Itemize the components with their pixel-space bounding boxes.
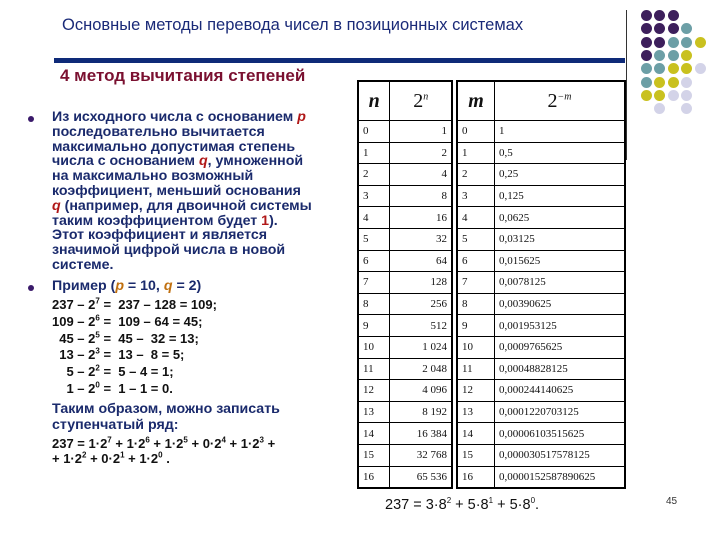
value-cell: 8: [390, 185, 452, 207]
table-row: [358, 423, 452, 445]
value-cell: 8 192: [390, 401, 452, 423]
summary-text: Таким образом, можно записать ступенчатый ряд:: [52, 401, 280, 433]
decorative-dot: [641, 63, 652, 74]
header-2n: 2$^n$: [390, 81, 452, 121]
exponent-cell: 1: [457, 142, 495, 164]
bullet-1-text: Из исходного числа с основанием p последовательно вычитается максимально допустимая степень числа с основанием q, умноженной на максимально возможный коэффициент, меньший основания q (например, для двоичной системы таким коэффициентом будет 1). Этот коэффициент и является значимой цифрой числа в новой системе.: [52, 109, 312, 273]
exponent-cell: 11: [358, 358, 390, 380]
table-row: [358, 250, 452, 272]
value-cell: 0,000030517578125: [495, 444, 626, 466]
header-n: n: [358, 81, 390, 121]
exponent-cell: 12: [457, 380, 495, 402]
decorative-dot: [641, 10, 652, 21]
value-cell: 16 384: [390, 423, 452, 445]
decorative-dot: [654, 63, 665, 74]
value-cell: 0,0000152587890625: [495, 466, 626, 488]
value-cell: 0,0001220703125: [495, 401, 626, 423]
decorative-dot: [654, 103, 665, 114]
calc-line: [52, 381, 217, 398]
table-row: [457, 358, 625, 380]
slide-title: Основные методы перевода чисел в позиционных системах: [62, 16, 524, 34]
subtraction-steps: [52, 297, 217, 398]
decorative-dot: [641, 90, 652, 101]
decorative-dot: [681, 103, 692, 114]
series-part: + 1·2: [225, 436, 260, 451]
value-cell: 0,25: [495, 164, 626, 186]
page-number: 45: [666, 496, 678, 507]
table-row: [457, 466, 625, 488]
calc-part: = 237 – 128 = 109;: [99, 297, 217, 312]
table-row: [358, 466, 452, 488]
value-cell: 512: [390, 315, 452, 337]
exponent-cell: 13: [457, 401, 495, 423]
table-row: [358, 207, 452, 229]
calc-part: 6: [95, 313, 100, 323]
table-row: [358, 315, 452, 337]
series-part: 3: [259, 435, 264, 445]
value-cell: 1: [495, 121, 626, 143]
bullet-icon: [28, 116, 34, 122]
decorative-dot: [668, 77, 679, 88]
decorative-dot: [668, 10, 679, 21]
series-line: [52, 436, 275, 451]
calc-part: 109 – 2: [52, 313, 96, 329]
exponent-cell: 3: [358, 185, 390, 207]
exponent-cell: 14: [457, 423, 495, 445]
table-row: [358, 142, 452, 164]
exponent-cell: 5: [457, 228, 495, 250]
decorative-dot: [668, 50, 679, 61]
value-cell: 2: [390, 142, 452, 164]
calc-line: [52, 314, 217, 331]
table-row: [457, 272, 625, 294]
exponent-cell: 4: [457, 207, 495, 229]
table-row: [358, 401, 452, 423]
table-row: [457, 315, 625, 337]
exponent-cell: 13: [358, 401, 390, 423]
decorative-dot: [641, 23, 652, 34]
exponent-cell: 12: [358, 380, 390, 402]
final-part: .: [535, 497, 540, 513]
exponent-cell: 6: [358, 250, 390, 272]
table-row: [358, 228, 452, 250]
calc-part: = 109 – 64 = 45;: [99, 313, 203, 329]
final-part: 0: [530, 496, 536, 506]
decorative-dot: [681, 37, 692, 48]
calc-part: = 13 – 8 = 5;: [99, 347, 185, 363]
decorative-dot: [641, 77, 652, 88]
exponent-cell: 4: [358, 207, 390, 229]
value-cell: 0,0009765625: [495, 336, 626, 358]
series-part: + 1·2: [52, 451, 82, 466]
table-row: [358, 380, 452, 402]
table-row: [457, 401, 625, 423]
table-row: [358, 293, 452, 315]
value-cell: 0,015625: [495, 250, 626, 272]
exponent-cell: 0: [457, 121, 495, 143]
series-part: 5: [183, 435, 188, 445]
exponent-cell: 3: [457, 185, 495, 207]
table-row: [457, 142, 625, 164]
table-row: [358, 121, 452, 143]
decorative-dot: [681, 90, 692, 101]
table-row: [457, 164, 625, 186]
final-part: + 5·8: [451, 497, 489, 513]
calc-part: 5: [95, 330, 100, 340]
value-cell: 0,00390625: [495, 293, 626, 315]
series-part: 2: [82, 450, 87, 460]
exponent-cell: 6: [457, 250, 495, 272]
decorative-dot: [668, 90, 679, 101]
value-cell: 0,0078125: [495, 272, 626, 294]
exponent-cell: 15: [358, 444, 390, 466]
exponent-cell: 9: [457, 315, 495, 337]
value-cell: 32: [390, 228, 452, 250]
table-row: [457, 207, 625, 229]
series-part: 237 = 1·2: [52, 436, 108, 451]
table-row: [457, 185, 625, 207]
table-row: [457, 423, 625, 445]
value-cell: 0,0625: [495, 207, 626, 229]
calc-part: = 45 – 32 = 13;: [99, 330, 199, 346]
final-part: 2: [446, 496, 452, 506]
value-cell: 128: [390, 272, 452, 294]
calc-part: 13 – 2: [52, 347, 96, 363]
series-part: + 1·2: [149, 436, 184, 451]
series-part: + 1·2: [124, 451, 159, 466]
exponent-cell: 7: [358, 272, 390, 294]
table-row: [457, 250, 625, 272]
calc-part: = 5 – 4 = 1;: [99, 364, 174, 380]
calc-line: [52, 364, 217, 381]
exponent-cell: 16: [457, 466, 495, 488]
calc-part: = 1 – 1 = 0.: [99, 380, 173, 396]
bullet-2-text: Пример (p = 10, q = 2): [52, 278, 202, 294]
exponent-cell: 2: [358, 164, 390, 186]
series-part: 1: [120, 450, 125, 460]
title-divider: [54, 58, 625, 63]
table-row: [358, 358, 452, 380]
value-cell: 0,00006103515625: [495, 423, 626, 445]
calc-part: 1 – 2: [52, 380, 96, 396]
calc-line: [52, 331, 217, 348]
decorative-dot: [654, 50, 665, 61]
header-m: m: [457, 81, 495, 121]
decorative-dot: [654, 23, 665, 34]
calc-part: 45 – 2: [52, 330, 96, 346]
table-row: [358, 185, 452, 207]
decorative-dot: [681, 50, 692, 61]
decorative-dot: [681, 23, 692, 34]
table-row: [358, 164, 452, 186]
exponent-cell: 10: [457, 336, 495, 358]
series-part: 0: [158, 450, 163, 460]
value-cell: 0,00048828125: [495, 358, 626, 380]
octal-result: [385, 497, 539, 513]
value-cell: 4: [390, 164, 452, 186]
value-cell: 64: [390, 250, 452, 272]
series-part: + 1·2: [111, 436, 146, 451]
exponent-cell: 14: [358, 423, 390, 445]
exponent-cell: 9: [358, 315, 390, 337]
exponent-cell: 16: [358, 466, 390, 488]
value-cell: 0,001953125: [495, 315, 626, 337]
series-part: .: [162, 451, 170, 466]
value-cell: 65 536: [390, 466, 452, 488]
value-cell: 32 768: [390, 444, 452, 466]
value-cell: 0,000244140625: [495, 380, 626, 402]
bullet-icon: [28, 285, 34, 291]
calc-part: 3: [95, 347, 100, 357]
calc-part: 0: [95, 380, 100, 390]
exponent-cell: 5: [358, 228, 390, 250]
decorative-dot: [695, 37, 706, 48]
decorative-dot: [668, 23, 679, 34]
value-cell: 0,5: [495, 142, 626, 164]
final-part: 237 = 3·8: [385, 497, 447, 513]
value-cell: 1: [390, 121, 452, 143]
decorative-dot: [681, 77, 692, 88]
exponent-cell: 7: [457, 272, 495, 294]
final-part: 1: [488, 496, 494, 506]
exponent-cell: 2: [457, 164, 495, 186]
exponent-cell: 10: [358, 336, 390, 358]
decorative-dot: [641, 37, 652, 48]
decorative-dot: [695, 63, 706, 74]
calc-line: [52, 347, 217, 364]
exponent-cell: 0: [358, 121, 390, 143]
table-row: [358, 444, 452, 466]
final-part: + 5·8: [493, 497, 531, 513]
section-heading: 4 метод вычитания степеней: [60, 66, 306, 85]
powers-of-two-table: [357, 80, 453, 489]
calc-part: 237 – 2: [52, 297, 96, 312]
value-cell: 256: [390, 293, 452, 315]
header-2-minus-m: $2^{-m}$: [495, 81, 626, 121]
vertical-divider: [626, 10, 627, 160]
series-part: 7: [107, 435, 112, 445]
table-row: [457, 380, 625, 402]
exponent-cell: 8: [457, 293, 495, 315]
decorative-dot: [668, 37, 679, 48]
value-cell: 4 096: [390, 380, 452, 402]
value-cell: 2 048: [390, 358, 452, 380]
calc-part: 2: [95, 363, 100, 373]
decorative-dot: [654, 77, 665, 88]
series-part: + 0·2: [86, 451, 121, 466]
table-row: [457, 121, 625, 143]
series-line: [52, 451, 275, 466]
series-part: + 0·2: [187, 436, 222, 451]
value-cell: 0,125: [495, 185, 626, 207]
table-row: [358, 336, 452, 358]
exponent-cell: 15: [457, 444, 495, 466]
value-cell: 1 024: [390, 336, 452, 358]
exponent-cell: 8: [358, 293, 390, 315]
decorative-dot: [681, 63, 692, 74]
decorative-dot: [654, 90, 665, 101]
table-row: [457, 444, 625, 466]
calc-line: [52, 297, 217, 314]
value-cell: 0,03125: [495, 228, 626, 250]
series-part: 6: [145, 435, 150, 445]
calc-part: 5 – 2: [52, 364, 96, 380]
table-row: [457, 336, 625, 358]
series-part: +: [264, 436, 276, 451]
decorative-dot: [668, 63, 679, 74]
decorative-dot: [654, 37, 665, 48]
decorative-dot: [654, 10, 665, 21]
power-series: [52, 436, 275, 466]
table-row: [457, 228, 625, 250]
table-row: [358, 272, 452, 294]
table-row: [457, 293, 625, 315]
negative-powers-table: [456, 80, 626, 489]
calc-part: 7: [95, 296, 100, 306]
decorative-dot: [641, 50, 652, 61]
value-cell: 16: [390, 207, 452, 229]
exponent-cell: 1: [358, 142, 390, 164]
series-part: 4: [221, 435, 226, 445]
exponent-cell: 11: [457, 358, 495, 380]
